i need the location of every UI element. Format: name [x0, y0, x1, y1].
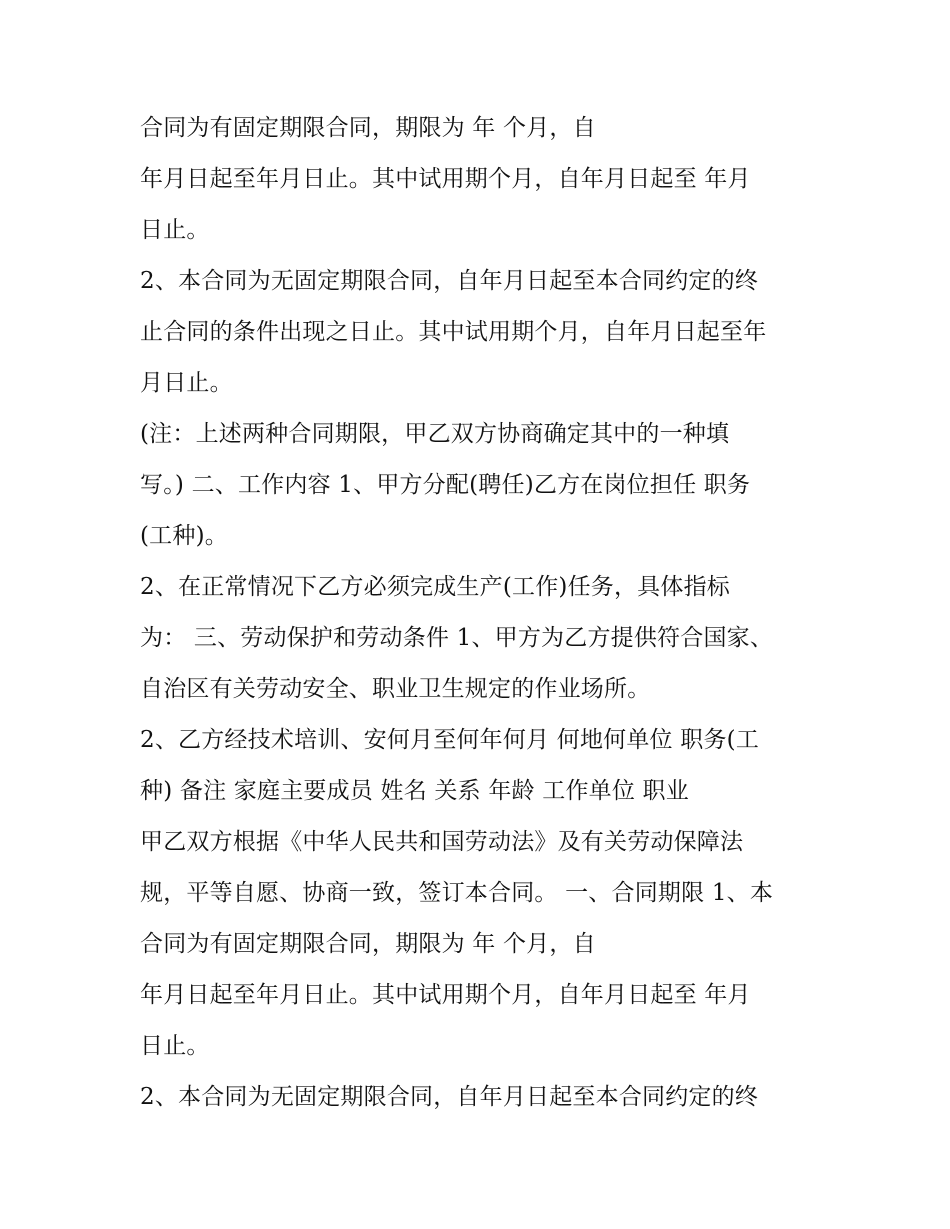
text-line: 规，平等自愿、协商一致，签订本合同。 一、合同期限 1、本 [140, 880, 774, 906]
text-line: 2、在正常情况下乙方必须完成生产(工作)任务，具体指标 [140, 574, 730, 600]
text-line: 年月日起至年月日止。其中试用期个月，自年月日起至 年月 [140, 982, 751, 1008]
text-line: 年月日起至年月日止。其中试用期个月，自年月日起至 年月 [140, 166, 751, 192]
text-line: 2、本合同为无固定期限合同，自年月日起至本合同约定的终 [140, 1084, 759, 1110]
text-line: 日止。 [140, 1033, 210, 1059]
document-body [140, 103, 840, 1123]
text-line: 合同为有固定期限合同，期限为 年 个月，自 [140, 931, 596, 957]
text-line: 自治区有关劳动安全、职业卫生规定的作业场所。 [140, 676, 651, 702]
text-line: 种) 备注 家庭主要成员 姓名 关系 年龄 工作单位 职业 [140, 778, 689, 804]
text-line: 为： 三、劳动保护和劳动条件 1、甲方为乙方提供符合国家、 [140, 625, 774, 651]
text-line: 2、乙方经技术培训、安何月至何年何月 何地何单位 职务(工 [140, 727, 760, 753]
text-line: 止合同的条件出现之日止。其中试用期个月，自年月日起至年 [140, 319, 767, 345]
text-line: (工种)。 [140, 523, 228, 549]
text-line: 2、本合同为无固定期限合同，自年月日起至本合同约定的终 [140, 268, 759, 294]
text-line: 合同为有固定期限合同，期限为 年 个月，自 [140, 115, 596, 141]
text-line: (注：上述两种合同期限，甲乙双方协商确定其中的一种填 [140, 421, 730, 447]
text-line: 甲乙双方根据《中华人民共和国劳动法》及有关劳动保障法 [140, 829, 744, 855]
text-line: 写。) 二、工作内容 1、甲方分配(聘任)乙方在岗位担任 职务 [140, 472, 751, 498]
text-line: 月日止。 [140, 370, 233, 396]
text-line: 日止。 [140, 217, 210, 243]
